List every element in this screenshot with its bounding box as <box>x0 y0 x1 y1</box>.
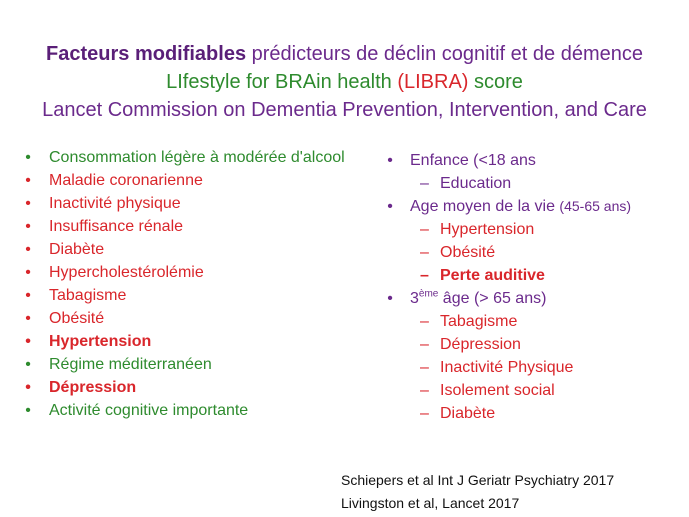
list-item-text: Tabagisme <box>440 313 518 330</box>
list-item <box>22 399 345 422</box>
list-item <box>22 353 345 376</box>
group-troisieme-age <box>384 287 631 425</box>
list-item <box>22 238 345 261</box>
list-item-text: Consommation légère à modérée d'alcool <box>49 149 345 166</box>
list-item-text: Insuffisance rénale <box>49 218 184 235</box>
list-item <box>384 402 631 425</box>
title-line-1 <box>0 40 689 68</box>
bullet-icon: • <box>25 333 31 350</box>
bullet-icon: • <box>25 264 31 281</box>
group-heading-superscript: ème <box>418 288 439 300</box>
bullet-icon: • <box>25 379 31 396</box>
list-item <box>384 356 631 379</box>
group-heading <box>384 195 631 218</box>
group-heading <box>384 287 631 310</box>
list-item-text: Dépression <box>49 379 137 396</box>
title-line-2 <box>0 68 689 96</box>
title-libra-score: score <box>468 71 523 93</box>
list-item <box>22 146 345 169</box>
list-item <box>22 307 345 330</box>
list-item <box>384 379 631 402</box>
group-heading-text: âge (> 65 ans) <box>438 290 547 307</box>
libra-factor-list <box>22 146 345 422</box>
list-item <box>22 215 345 238</box>
lancet-life-stage-list <box>384 149 631 425</box>
title-line-1-rest: prédicteurs de déclin cognitif et de démence <box>246 43 643 65</box>
bullet-icon: • <box>25 195 31 212</box>
bullet-icon: • <box>25 149 31 166</box>
list-item-text: Obésité <box>440 244 496 261</box>
list-item-text: Hypertension <box>440 221 535 238</box>
list-item <box>22 376 345 399</box>
list-item-text: Tabagisme <box>49 287 127 304</box>
bullet-icon: • <box>25 241 31 258</box>
list-item-text: Inactivité physique <box>49 195 181 212</box>
group-heading-text: Enfance (<18 ans <box>410 152 536 169</box>
title-libra-acronym: (LIBRA) <box>397 71 469 93</box>
title-modifiable-factors: Facteurs modifiables <box>46 43 247 65</box>
list-item <box>22 192 345 215</box>
list-item-text: Obésité <box>49 310 105 327</box>
bullet-icon: • <box>387 152 393 169</box>
list-item <box>384 310 631 333</box>
dash-icon: – <box>420 382 429 399</box>
list-item-text: Dépression <box>440 336 521 353</box>
bullet-icon: • <box>25 172 31 189</box>
list-item-text: Inactivité Physique <box>440 359 574 376</box>
list-item <box>384 172 631 195</box>
list-item-text: Régime méditerranéen <box>49 356 212 373</box>
list-item-text: Activité cognitive importante <box>49 402 249 419</box>
dash-icon: – <box>420 359 429 376</box>
reference-schiepers: Schiepers et al Int J Geriatr Psychiatry 2017 <box>341 472 615 488</box>
dash-icon: – <box>420 405 429 422</box>
bullet-icon: • <box>25 310 31 327</box>
bullet-icon: • <box>25 287 31 304</box>
list-item <box>22 169 345 192</box>
group-heading-age-range: (45-65 ans) <box>559 198 632 214</box>
list-item-text: Diabète <box>440 405 496 422</box>
dash-icon: – <box>420 267 429 284</box>
dash-icon: – <box>420 221 429 238</box>
list-item <box>22 261 345 284</box>
list-item-text: Maladie coronarienne <box>49 172 203 189</box>
list-item-text: Education <box>440 175 512 192</box>
bullet-icon: • <box>25 356 31 373</box>
list-item-text: Perte auditive <box>440 267 545 284</box>
title-line-3: Lancet Commission on Dementia Prevention, Intervention, and Care <box>42 99 647 121</box>
list-item-text: Hypercholestérolémie <box>49 264 204 281</box>
dash-icon: – <box>420 313 429 330</box>
bullet-icon: • <box>387 290 393 307</box>
list-item <box>384 241 631 264</box>
bullet-icon: • <box>25 218 31 235</box>
dash-icon: – <box>420 336 429 353</box>
group-heading-number: 3 <box>410 290 419 307</box>
list-item-text: Isolement social <box>440 382 555 399</box>
reference-livingston: Livingston et al, Lancet 2017 <box>341 495 520 511</box>
list-item-text: Hypertension <box>49 333 152 350</box>
group-heading <box>384 149 631 172</box>
group-heading-text: Age moyen de la vie <box>410 198 560 215</box>
bullet-icon: • <box>387 198 393 215</box>
list-item <box>22 284 345 307</box>
list-item <box>22 330 345 353</box>
list-item <box>384 218 631 241</box>
group-age-moyen <box>384 195 631 287</box>
references <box>341 469 614 515</box>
slide-title <box>0 40 689 124</box>
bullet-icon: • <box>25 402 31 419</box>
list-item <box>384 264 631 287</box>
dash-icon: – <box>420 244 429 261</box>
title-libra-name: LIfestyle for BRAin health <box>166 71 392 93</box>
list-item <box>384 333 631 356</box>
list-item-text: Diabète <box>49 241 105 258</box>
group-enfance <box>384 149 631 195</box>
dash-icon: – <box>420 175 429 192</box>
